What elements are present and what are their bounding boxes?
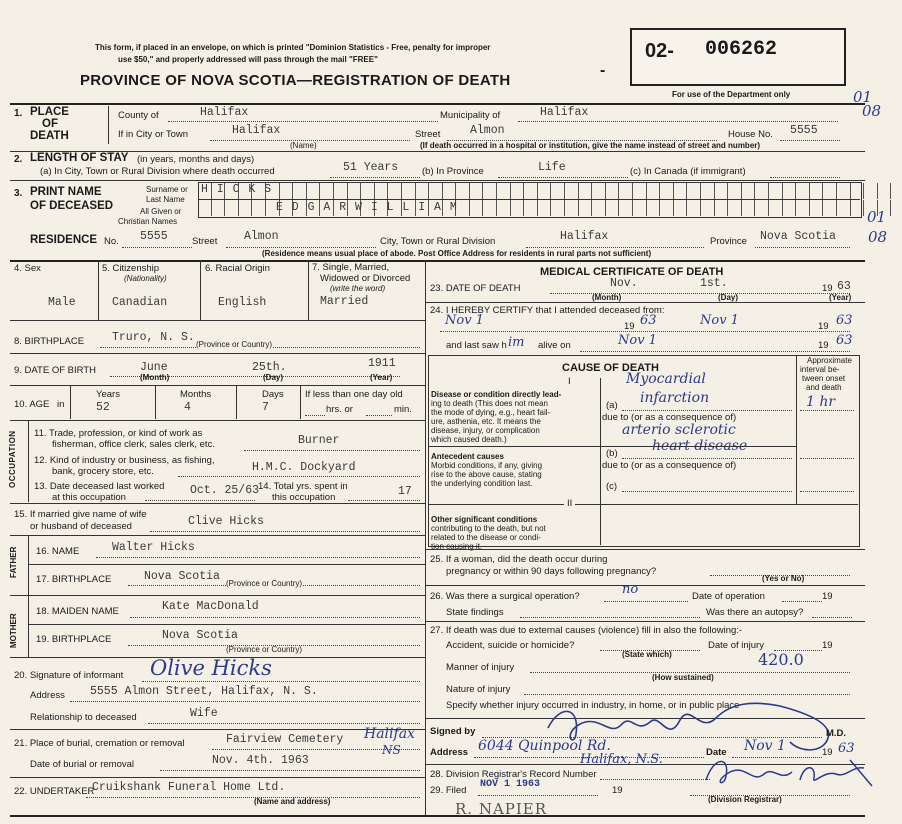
q12-label-2: bank, grocery store, etc. bbox=[52, 466, 154, 477]
attended-from-value: Nov 1 bbox=[445, 313, 484, 328]
form-title: PROVINCE OF NOVA SCOTIA—REGISTRATION OF DEATH bbox=[80, 72, 511, 89]
death-year: 63 bbox=[837, 280, 851, 293]
q14-label-2: this occupation bbox=[272, 492, 336, 503]
city-value: Halifax bbox=[232, 124, 281, 137]
residence-province-label: Province bbox=[710, 236, 747, 247]
q11-value: Burner bbox=[298, 434, 340, 447]
last-saw-label: and last saw h bbox=[446, 340, 507, 351]
relationship-label: Relationship to deceased bbox=[30, 712, 137, 723]
q14-value: 17 bbox=[398, 485, 412, 498]
last-saw-hand: im bbox=[508, 335, 525, 350]
father-birthplace-value: Nova Scotia bbox=[144, 570, 220, 583]
disease-label-4: ure, asthenia, etc. It means the bbox=[431, 417, 541, 426]
q26-label: 26. Was there a surgical operation? bbox=[430, 591, 580, 602]
due-to-label-2: due to (or as a consequence of) bbox=[602, 460, 737, 471]
death-month-caption: (Month) bbox=[592, 293, 622, 302]
age-months-label: Months bbox=[180, 389, 212, 400]
stay-a-value: 51 Years bbox=[343, 161, 399, 174]
cause-of-death-title: CAUSE OF DEATH bbox=[562, 362, 659, 374]
interval-label-3: tween onset bbox=[802, 374, 846, 383]
length-of-stay-note: (in years, months and days) bbox=[137, 154, 255, 165]
residence-city-value: Halifax bbox=[560, 230, 609, 243]
yes-no-caption: (Yes or No) bbox=[762, 574, 805, 583]
residence-no-value: 5555 bbox=[140, 230, 168, 243]
sex-label: 4. Sex bbox=[14, 263, 41, 274]
q17-label: 17. BIRTHPLACE bbox=[36, 574, 112, 585]
residence-no-label: No. bbox=[104, 236, 119, 247]
stay-b-value: Life bbox=[538, 161, 566, 174]
name-caption: (Name) bbox=[290, 141, 317, 150]
dob-day-caption: (Day) bbox=[263, 373, 284, 382]
birthplace-value: Truro, N. S. bbox=[112, 331, 195, 344]
q11-label-2: fisherman, office clerk, sales clerk, etc. bbox=[52, 439, 215, 450]
division-registrar-caption: (Division Registrar) bbox=[708, 795, 782, 804]
q29-label: 29. Filed bbox=[430, 785, 467, 796]
filed-year-prefix: 19 bbox=[612, 785, 623, 796]
s2-number: 2. bbox=[14, 154, 23, 165]
house-number-label: House No. bbox=[728, 129, 773, 140]
q13-label-2: at this occupation bbox=[52, 492, 126, 503]
dob-day: 25th. bbox=[252, 361, 287, 374]
q18-label: 18. MAIDEN NAME bbox=[36, 606, 119, 617]
state-findings-label: State findings bbox=[446, 607, 504, 618]
city-label: If in City or Town bbox=[118, 129, 189, 140]
cause-a-interval: 1 hr bbox=[806, 394, 836, 410]
dob-label: 9. DATE OF BIRTH bbox=[14, 365, 96, 376]
accident-label: Accident, suicide or homicide? bbox=[446, 640, 575, 651]
death-year-prefix: 19 bbox=[822, 283, 833, 294]
sex-value: Male bbox=[48, 296, 76, 309]
sign-date-value: Nov 1 bbox=[744, 738, 786, 754]
department-mark-bottom-2: 08 bbox=[868, 228, 888, 246]
stay-c-label: (c) In Canada (if immigrant) bbox=[630, 166, 746, 177]
q11-label-1: 11. Trade, profession, or kind of work as bbox=[34, 428, 203, 439]
q19-label: 19. BIRTHPLACE bbox=[36, 634, 112, 645]
citizenship-value: Canadian bbox=[112, 296, 168, 309]
q15-label-1: 15. If married give name of wife bbox=[14, 509, 147, 520]
registrar-signature: R. NAPIER bbox=[455, 800, 548, 818]
division-registrar-signature bbox=[700, 750, 880, 794]
mother-birthplace-value: Nova Scotia bbox=[162, 629, 238, 642]
informant-address-value: 5555 Almon Street, Halifax, N. S. bbox=[90, 685, 318, 698]
interval-label-1: Approximate bbox=[807, 356, 852, 365]
q15-value: Clive Hicks bbox=[188, 515, 264, 528]
md-label: M.D. bbox=[826, 728, 847, 739]
q21-label: 21. Place of burial, cremation or removal bbox=[14, 738, 185, 749]
department-mark-bottom: 08 bbox=[862, 102, 882, 120]
given-names-value: E D G A R W I L L I A M bbox=[276, 201, 458, 214]
marital-status-value: Married bbox=[320, 295, 369, 308]
cause-a-value-2: infarction bbox=[640, 390, 710, 406]
q22-label: 22. UNDERTAKER bbox=[14, 786, 95, 797]
cause-a-value-1: Myocardial bbox=[626, 371, 706, 387]
min-label: min. bbox=[394, 404, 412, 415]
length-of-stay-label: LENGTH OF STAY bbox=[30, 152, 129, 164]
department-mark-top-2: 01 bbox=[867, 208, 887, 226]
due-to-label-1: due to (or as a consequence of) bbox=[602, 412, 737, 423]
state-which-caption: (State which) bbox=[622, 650, 672, 659]
surname-grid-cells bbox=[198, 183, 902, 199]
undertaker-value: Cruikshank Funeral Home Ltd. bbox=[92, 781, 286, 794]
department-mark-top: 01 bbox=[853, 88, 873, 106]
racial-origin-label: 6. Racial Origin bbox=[205, 263, 270, 274]
municipality-label: Municipality of bbox=[440, 110, 501, 121]
burial-place-hand-2: NS bbox=[382, 743, 401, 757]
dash-mark: - bbox=[600, 62, 606, 79]
interval-label-4: and death bbox=[806, 383, 842, 392]
informant-address-label: Address bbox=[30, 690, 65, 701]
cause-b-value-1: arterio sclerotic bbox=[622, 422, 736, 438]
q20-label: 20. Signature of informant bbox=[14, 670, 124, 681]
signed-by-label: Signed by bbox=[430, 726, 476, 737]
q25-label-1: 25. If a woman, did the death occur during bbox=[430, 554, 608, 565]
filed-stamp: NOV 1 1963 bbox=[480, 779, 541, 790]
stay-b-label: (b) In Province bbox=[422, 166, 484, 177]
marital-label-2: Widowed or Divorced bbox=[320, 273, 411, 284]
disease-label-6: which caused death.) bbox=[431, 435, 507, 444]
antecedent-label-2: Morbid conditions, if any, giving bbox=[431, 461, 543, 470]
other-conditions-label-4: tion causing it. bbox=[431, 542, 483, 551]
residence-note: (Residence means usual place of abode. Post Office Address for residents in rural parts not sufficient) bbox=[262, 249, 652, 258]
cause-c-label: (c) bbox=[606, 481, 618, 492]
place-of-death-label-1: PLACE bbox=[30, 106, 69, 118]
burial-date-value: Nov. 4th. 1963 bbox=[212, 754, 309, 767]
print-name-label-1: PRINT NAME bbox=[30, 186, 102, 198]
dob-month: June bbox=[140, 361, 168, 374]
mother-side-label: MOTHER bbox=[9, 613, 18, 648]
age-years-value: 52 bbox=[96, 401, 110, 414]
disease-label-1: Disease or condition directly lead- bbox=[431, 390, 562, 399]
mother-maiden-name-value: Kate MacDonald bbox=[162, 600, 259, 613]
stay-a-label: (a) In City, Town or Rural Division where death occurred bbox=[40, 166, 275, 177]
birthplace-label: 8. BIRTHPLACE bbox=[14, 336, 85, 347]
burial-date-label: Date of burial or removal bbox=[30, 759, 135, 770]
sign-date-label: Date bbox=[706, 747, 727, 758]
q24-label: 24. I HEREBY CERTIFY that I attended deceased from: bbox=[430, 305, 665, 316]
roman-section-1: I bbox=[568, 376, 571, 387]
dob-year: 1911 bbox=[368, 357, 396, 370]
informant-signature: Olive Hicks bbox=[150, 656, 272, 680]
less-than-day-label: If less than one day old bbox=[305, 389, 403, 400]
injury-year-prefix: 19 bbox=[822, 640, 833, 651]
cause-b-label: (b) bbox=[606, 448, 618, 459]
attended-to-year: 63 bbox=[836, 313, 853, 328]
physician-address-label: Address bbox=[430, 747, 469, 758]
interval-label-2: interval be- bbox=[800, 365, 840, 374]
envelope-note-line-1: This form, if placed in an envelope, on which is printed "Dominion Statistics - Free, penalty for improper bbox=[95, 43, 491, 52]
surname-label-2: Last Name bbox=[146, 195, 185, 204]
surname-value: H I C K S bbox=[201, 183, 273, 196]
street-value: Almon bbox=[470, 124, 505, 137]
given-label-1: All Given or bbox=[140, 207, 182, 216]
house-number-value: 5555 bbox=[790, 124, 818, 137]
department-use-label: For use of the Department only bbox=[672, 90, 791, 99]
physician-address-line-1: 6044 Quinpool Rd. bbox=[478, 738, 611, 754]
marital-label-3: (write the word) bbox=[330, 284, 386, 293]
q12-value: H.M.C. Dockyard bbox=[252, 461, 356, 474]
q25-label-2: pregnancy or within 90 days following pregnancy? bbox=[446, 566, 657, 577]
dob-month-caption: (Month) bbox=[140, 373, 170, 382]
operation-year-prefix: 19 bbox=[822, 591, 833, 602]
father-side-label: FATHER bbox=[9, 546, 18, 578]
place-of-death-label-3: DEATH bbox=[30, 130, 69, 142]
age-label: 10. AGE bbox=[14, 399, 50, 410]
sign-year: 63 bbox=[838, 741, 855, 756]
registration-number: 006262 bbox=[705, 38, 778, 61]
q14-label-1: 14. Total yrs. spent in bbox=[258, 481, 348, 492]
county-label: County of bbox=[118, 110, 159, 121]
date-of-injury-label: Date of injury bbox=[708, 640, 764, 651]
death-day: 1st. bbox=[700, 277, 728, 290]
physician-address-line-2: Halifax, N.S. bbox=[580, 752, 663, 767]
citizenship-label: 5. Citizenship bbox=[102, 263, 160, 274]
registration-prefix: 02- bbox=[645, 40, 674, 62]
manner-of-injury-label: Manner of injury bbox=[446, 662, 515, 673]
hospital-note: (If death occurred in a hospital or institution, give the name instead of street and number) bbox=[420, 141, 761, 150]
q13-value: Oct. 25/63 bbox=[190, 484, 260, 497]
cause-b-value-2: heart disease bbox=[652, 438, 748, 454]
residence-street-label: Street bbox=[192, 236, 218, 247]
other-conditions-label-2: contributing to the death, but not bbox=[431, 524, 546, 533]
street-label: Street bbox=[415, 129, 441, 140]
age-days-label: Days bbox=[262, 389, 284, 400]
roman-section-2: II bbox=[564, 498, 575, 509]
age-days-value: 7 bbox=[262, 401, 269, 414]
citizenship-note: (Nationality) bbox=[124, 274, 167, 283]
q23-label: 23. DATE OF DEATH bbox=[430, 283, 521, 294]
alive-on-value: Nov 1 bbox=[618, 333, 657, 348]
place-of-death-label-2: OF bbox=[42, 118, 58, 130]
father-name-value: Walter Hicks bbox=[112, 541, 195, 554]
given-label-2: Christian Names bbox=[118, 217, 178, 226]
death-year-caption: (Year) bbox=[829, 293, 852, 302]
disease-label-3: the mode of dying, e.g., heart fail- bbox=[431, 408, 551, 417]
residence-street-value: Almon bbox=[244, 230, 279, 243]
q12-label-1: 12. Kind of industry or business, as fishing, bbox=[34, 455, 215, 466]
relationship-value: Wife bbox=[190, 707, 218, 720]
county-value: Halifax bbox=[200, 106, 249, 119]
other-conditions-label-3: related to the disease or condi- bbox=[431, 533, 541, 542]
nature-of-injury-label: Nature of injury bbox=[446, 684, 511, 695]
residence-city-label: City, Town or Rural Division bbox=[380, 236, 496, 247]
antecedent-label-4: the underlying condition last. bbox=[431, 479, 533, 488]
print-name-label-2: OF DECEASED bbox=[30, 200, 114, 212]
age-in-label: in bbox=[57, 399, 65, 410]
q27-label: 27. If death was due to external causes (violence) fill in also the following:- bbox=[430, 625, 743, 636]
alive-year: 63 bbox=[836, 333, 853, 348]
specify-label: Specify whether injury occurred in industry, in home, or in public place bbox=[446, 700, 740, 711]
s3-number: 3. bbox=[14, 188, 23, 199]
birthplace-caption: (Province or Country) bbox=[196, 340, 273, 349]
cause-code: 420.0 bbox=[758, 650, 804, 669]
age-months-value: 4 bbox=[184, 401, 191, 414]
racial-origin-value: English bbox=[218, 296, 267, 309]
alive-on-label: alive on bbox=[538, 340, 571, 351]
antecedent-label-3: rise to the above cause, stating bbox=[431, 470, 542, 479]
mother-birthplace-caption: (Province or Country) bbox=[226, 645, 303, 654]
q13-label-1: 13. Date deceased last worked bbox=[34, 481, 165, 492]
date-of-operation-label: Date of operation bbox=[692, 591, 765, 602]
burial-place-hand-1: Halifax bbox=[364, 726, 415, 742]
municipality-value: Halifax bbox=[540, 106, 589, 119]
marital-label-1: 7. Single, Married, bbox=[312, 262, 390, 273]
hrs-label: hrs. or bbox=[326, 404, 353, 415]
dob-year-caption: (Year) bbox=[370, 373, 393, 382]
cause-a-label: (a) bbox=[606, 400, 618, 411]
burial-place-value: Fairview Cemetery bbox=[226, 733, 344, 746]
residence-label: RESIDENCE bbox=[30, 234, 98, 246]
residence-province-value: Nova Scotia bbox=[760, 230, 836, 243]
q28-label: 28. Division Registrar's Record Number bbox=[430, 769, 597, 780]
death-month: Nov. bbox=[610, 277, 638, 290]
attended-from-year: 63 bbox=[640, 313, 657, 328]
q15-label-2: or husband of deceased bbox=[30, 521, 132, 532]
age-years-label: Years bbox=[96, 389, 120, 400]
occupation-side-label: OCCUPATION bbox=[8, 430, 17, 488]
s1-number: 1. bbox=[14, 108, 23, 119]
sign-year-prefix: 19 bbox=[822, 747, 833, 758]
attended-to-value: Nov 1 bbox=[700, 313, 739, 328]
disease-label-5: disease, injury, or complication bbox=[431, 426, 540, 435]
envelope-note-line-2: use $50," and properly addressed will pass through the mail "FREE" bbox=[118, 55, 378, 64]
attended-to-year-prefix: 19 bbox=[818, 321, 829, 332]
how-sustained-caption: (How sustained) bbox=[652, 673, 714, 682]
antecedent-label-1: Antecedent causes bbox=[431, 452, 504, 461]
surgery-value: no bbox=[622, 582, 639, 597]
death-day-caption: (Day) bbox=[718, 293, 739, 302]
attended-from-year-prefix: 19 bbox=[624, 321, 635, 332]
disease-label-2: ing to death (This does not mean bbox=[431, 399, 548, 408]
q16-label: 16. NAME bbox=[36, 546, 80, 557]
other-conditions-label-1: Other significant conditions bbox=[431, 515, 538, 524]
autopsy-label: Was there an autopsy? bbox=[706, 607, 804, 618]
surname-label-1: Surname or bbox=[146, 185, 188, 194]
medical-certificate-title: MEDICAL CERTIFICATE OF DEATH bbox=[540, 266, 724, 278]
undertaker-caption: (Name and address) bbox=[254, 797, 331, 806]
father-birthplace-caption: (Province or Country) bbox=[226, 579, 303, 588]
alive-year-prefix: 19 bbox=[818, 340, 829, 351]
